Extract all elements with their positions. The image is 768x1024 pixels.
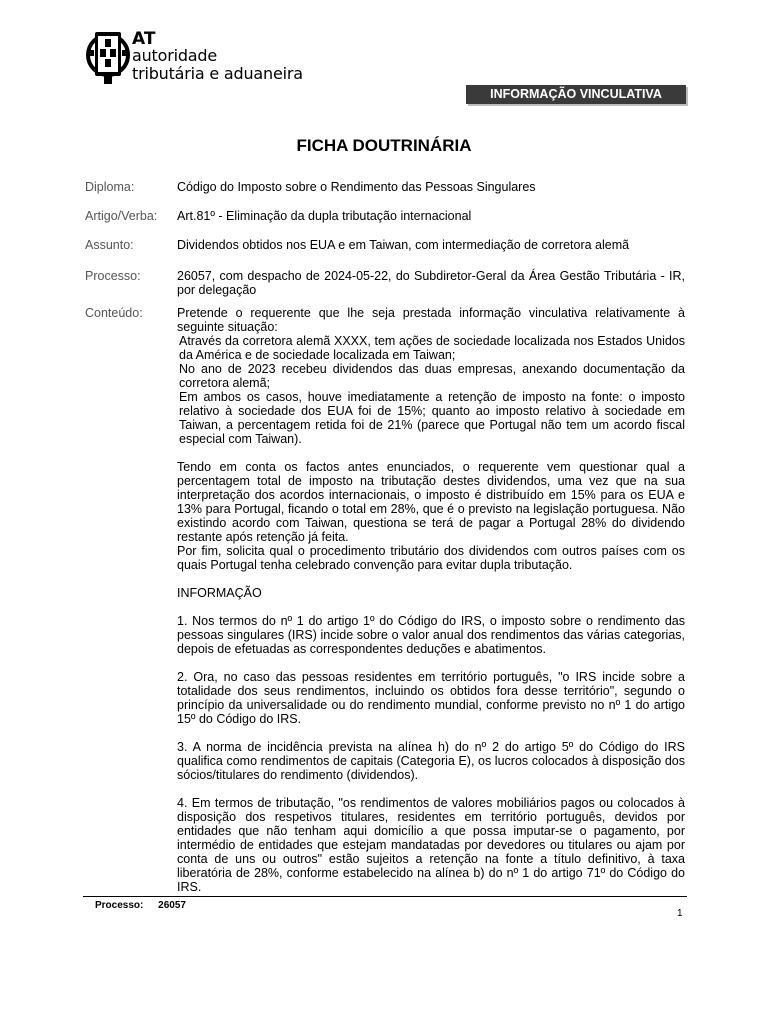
footer-processo-label: Processo: [95, 900, 144, 911]
paragraph: Tendo em conta os factos antes enunciados, o requerente vem questionar qual a percentagem total de imposto na tributação destes dividendos, uma vez que na sua interpretação dos acordos internacionais, o imposto é distribuído em 15% para os EUA e 13% para Portugal, ficando o total em 28%, que é o previsto na legislação portuguesa. Não existindo acordo com Taiwan, questiona se terá de pagar a Portugal 28% do dividendo restante após retenção já feita. [177, 460, 685, 544]
paragraph: No ano de 2023 recebeu dividendos das duas empresas, anexando documentação da corretora alemã; [179, 362, 685, 390]
numbered-paragraph: 1. Nos termos do nº 1 do artigo 1º do Código do IRS, o imposto sobre o rendimento das pessoas singulares (IRS) incide sobre o valor anual dos rendimentos das várias categorias, depois de efetuadas as correspondentes deduções e abatimentos. [177, 614, 685, 656]
meta-label: Artigo/Verba: [85, 209, 158, 223]
document-type-banner: INFORMAÇÃO VINCULATIVA [466, 85, 686, 104]
meta-value: 26057, com despacho de 2024-05-22, do Subdiretor-Geral da Área Gestão Tributária - IR, por delegação [177, 269, 685, 297]
logo-at: AT [132, 29, 156, 49]
numbered-paragraph: 4. Em termos de tributação, "os rendimentos de valores mobiliários pagos ou colocados à disposição dos respetivos titulares, residentes em território português, devidos por entidades que não tenham aqui domicílio a que possa imputar-se o pagamento, por intermédio de entidades que estejam mandatadas por devedores ou titulares ou ajam por conta de uns ou outros" estão sujeitos a retenção na fonte a título definitivo, à taxa liberatória de 28%, conforme estabelecido na alínea b) do nº 1 do artigo 71º do Código do IRS. [177, 796, 685, 894]
meta-label: Processo: [85, 269, 141, 283]
paragraph: Por fim, solicita qual o procedimento tributário dos dividendos com outros países com os quais Portugal tenha celebrado convenção para evitar dupla tributação. [177, 544, 685, 572]
meta-value: Código do Imposto sobre o Rendimento das Pessoas Singulares [177, 180, 536, 194]
logo-line-2: tributária e aduaneira [132, 64, 303, 83]
meta-value: Art.81º - Eliminação da dupla tributação internacional [177, 209, 472, 223]
numbered-paragraph: 3. A norma de incidência prevista na alínea h) do nº 2 do artigo 5º do Código do IRS qualifica como rendimentos de capitais (Categoria E), os lucros colocados à disposição dos sócios/titulares do rendimento (dividendos). [177, 740, 685, 782]
page-title: FICHA DOUTRINÁRIA [296, 136, 472, 155]
paragraph: Pretende o requerente que lhe seja prestada informação vinculativa relativamente à seguinte situação: [177, 306, 685, 334]
footer-processo [95, 900, 186, 911]
numbered-paragraph: 2. Ora, no caso das pessoas residentes em território português, "o IRS incide sobre a totalidade dos seus rendimentos, incluindo os obtidos fora desse território", segundo o princípio da universalidade ou do rendimento mundial, conforme previsto no nº 1 do artigo 15º do Código do IRS. [177, 670, 685, 726]
paragraph: Através da corretora alemã XXXX, tem ações de sociedade localizada nos Estados Unidos da América e de sociedade localizada em Taiwan; [179, 334, 685, 362]
meta-label: Conteúdo: [85, 306, 143, 320]
section-heading: INFORMAÇÃO [177, 586, 262, 600]
footer-divider [83, 896, 687, 897]
footer-processo-number: 26057 [158, 900, 186, 911]
logo-line-1: autoridade [132, 46, 217, 65]
portuguese-shield-emblem-icon [86, 28, 130, 86]
at-logo [86, 28, 316, 88]
meta-label: Assunto: [85, 238, 134, 252]
meta-label: Diploma: [85, 180, 135, 194]
page-number: 1 [677, 908, 683, 919]
content-body [177, 306, 685, 894]
paragraph: Em ambos os casos, houve imediatamente a retenção de imposto na fonte: o imposto relativo à sociedade dos EUA foi de 15%; quanto ao imposto relativo à sociedade em Taiwan, a percentagem retida foi de 21% (parece que Portugal não tem um acordo fiscal especial com Taiwan). [179, 390, 685, 446]
meta-value: Dividendos obtidos nos EUA e em Taiwan, com intermediação de corretora alemã [177, 238, 630, 252]
